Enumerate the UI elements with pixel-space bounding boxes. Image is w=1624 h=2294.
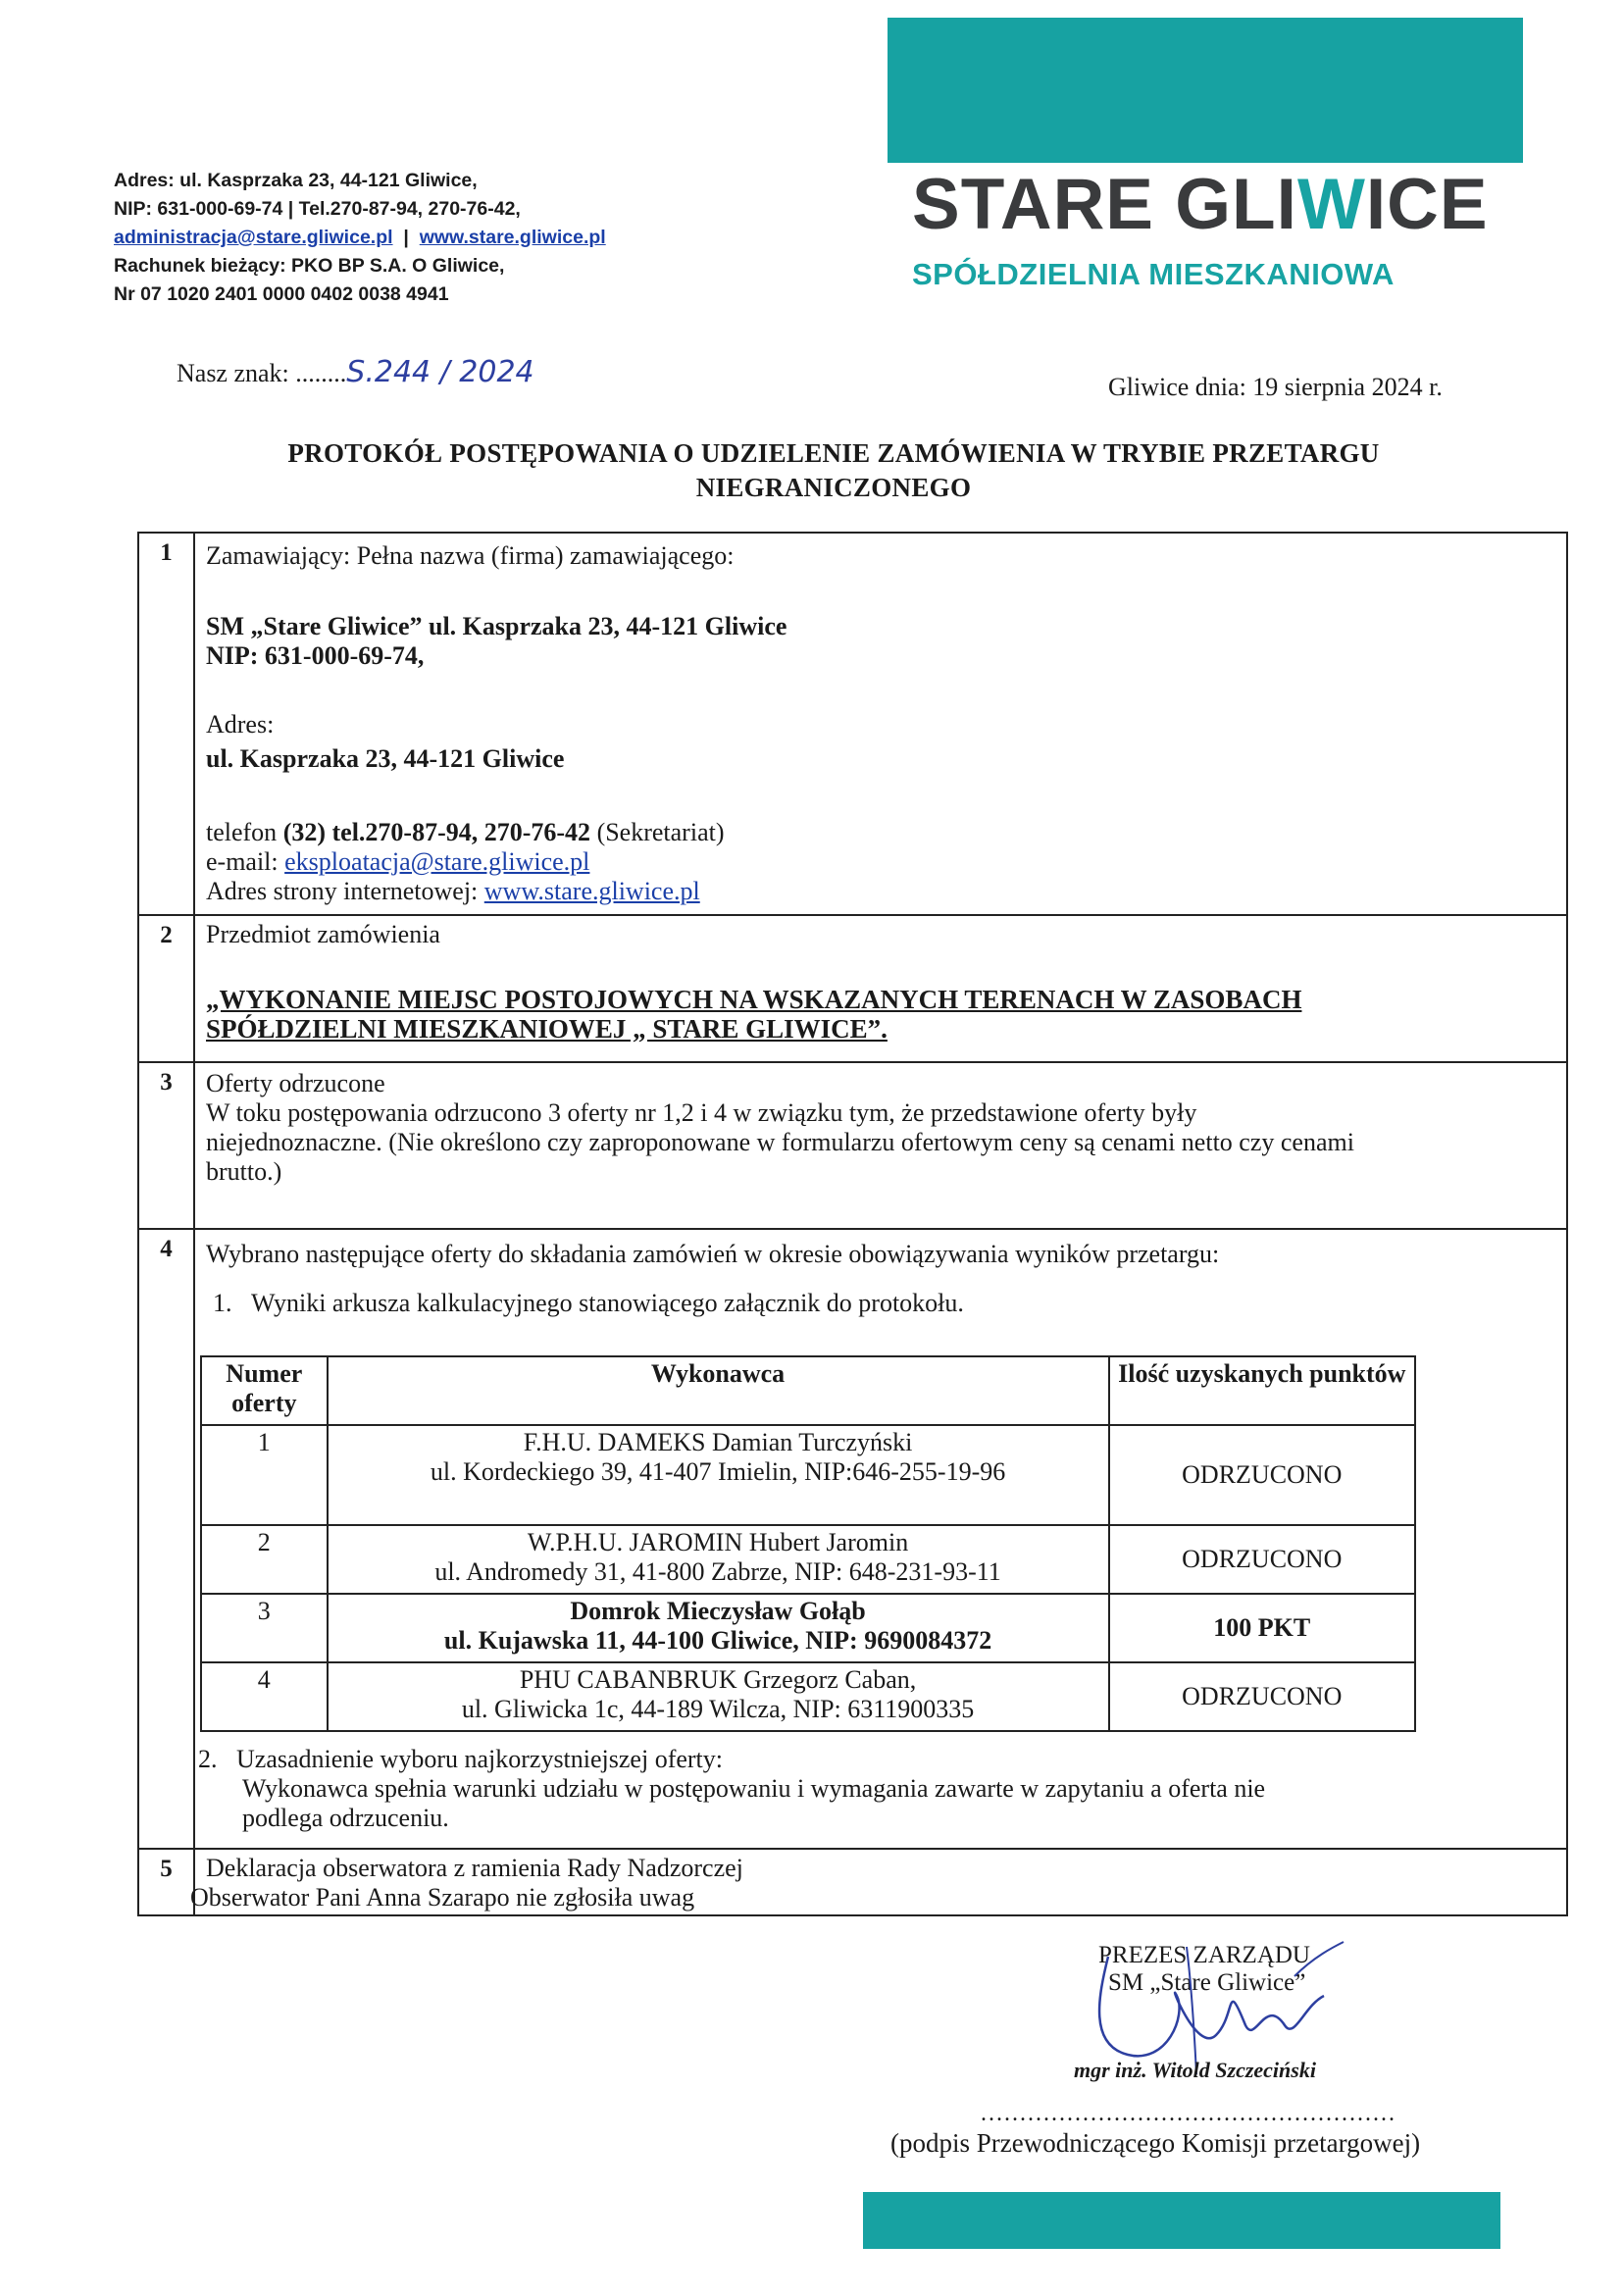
list-text: Wyniki arkusza kalkulacyjnego stanowiącego załącznik do protokołu. (251, 1289, 964, 1317)
offer-number: 2 (201, 1525, 328, 1594)
orderer-website-link[interactable]: www.stare.gliwice.pl (483, 877, 700, 905)
signer-name: mgr inż. Witold Szczeciński (1074, 2058, 1316, 2082)
header-offer-number: Numer oferty (201, 1356, 328, 1425)
orderer-address: ul. Kasprzaka 23, 44-121 Gliwice (206, 744, 565, 773)
section-5-row (139, 1848, 1566, 1916)
contractor-address: ul. Andromedy 31, 41-800 Zabrze, NIP: 648-231-93-11 (434, 1557, 1001, 1586)
section-3-row (139, 1061, 1566, 1230)
reference-number (177, 355, 534, 389)
company-address-block (114, 167, 606, 309)
contractor (328, 1662, 1109, 1731)
contractor-name: F.H.U. DAMEKS Damian Turczyński (523, 1428, 913, 1456)
section-number: 5 (160, 1856, 173, 1882)
justification-text: Wykonawca spełnia warunki udziału w postępowaniu i wymagania zawarte w zapytaniu a oferta nie (242, 1774, 1266, 1803)
orderer-name: SM „Stare Gliwice” ul. Kasprzaka 23, 44-121 Gliwice (206, 612, 787, 640)
title-line: PROTOKÓŁ POSTĘPOWANIA O UDZIELENIE ZAMÓWIENIA W TRYBIE PRZETARGU (287, 438, 1380, 468)
section-4-label: Wybrano następujące oferty do składania zamówień w okresie obowiązywania wyników przetargu: (206, 1240, 1220, 1268)
header-color-band (888, 18, 1523, 163)
reference-label: Nasz znak: (177, 359, 289, 387)
phone-numbers: (32) tel.270-87-94, 270-76-42 (282, 818, 591, 846)
list-item-1 (213, 1289, 964, 1318)
contractor-name: PHU CABANBRUK Grzegorz Caban, (519, 1665, 917, 1694)
section-4-row (139, 1228, 1566, 1850)
offer-number: 4 (201, 1662, 328, 1731)
list-text: Uzasadnienie wyboru najkorzystniejszej oferty: (236, 1745, 723, 1773)
signature-caption: (podpis Przewodniczącego Komisji przetargowej) (890, 2128, 1421, 2158)
contractor (328, 1425, 1109, 1525)
phone-suffix: (Sekretariat) (590, 818, 725, 846)
stamp-line: PREZES ZARZĄDU (1098, 1942, 1310, 1968)
section-2-label: Przedmiot zamówienia (206, 920, 440, 948)
contractor-name: Domrok Mieczysław Gołąb (570, 1597, 866, 1625)
email-label: e-mail: (206, 847, 285, 876)
header-contractor: Wykonawca (328, 1356, 1109, 1425)
logo-title-accent: W (1296, 165, 1366, 244)
rejection-text: W toku postępowania odrzucono 3 oferty nr 1,2 i 4 w związku tym, że przedstawione oferty były (206, 1098, 1197, 1127)
reference-handwritten-value: S.244 / 2024 (346, 355, 534, 389)
title-line: NIEGRANICZONEGO (695, 473, 972, 502)
orderer-email-link[interactable]: eksploatacja@stare.gliwice.pl (284, 847, 590, 876)
stamp-line: SM „Stare Gliwice” (1108, 1969, 1306, 1996)
account-line: Rachunek bieżący: PKO BP S.A. O Gliwice, (114, 255, 505, 277)
document-date: Gliwice dnia: 19 sierpnia 2024 r. (1108, 373, 1443, 401)
orderer-phone (206, 818, 725, 847)
table-row (201, 1425, 1415, 1525)
section-number: 4 (160, 1236, 173, 1262)
reference-dots: ........ (295, 359, 347, 387)
offers-table (200, 1355, 1416, 1732)
offer-number: 1 (201, 1425, 328, 1525)
order-subject-line: SPÓŁDZIELNI MIESZKANIOWEJ „ STARE GLIWICE”. (206, 1014, 888, 1044)
orderer-email (206, 847, 589, 877)
nip-phone-line: NIP: 631-000-69-74 | Tel.270-87-94, 270-76-42, (114, 198, 521, 220)
offer-points: ODRZUCONO (1109, 1662, 1415, 1731)
section-number: 1 (160, 539, 173, 566)
footer-color-band (863, 2192, 1500, 2249)
contact-line (114, 224, 606, 252)
offer-number: 3 (201, 1594, 328, 1662)
protocol-table (137, 532, 1568, 1916)
order-subject-line: „WYKONANIE MIEJSC POSTOJOWYCH NA WSKAZANYCH TERENACH W ZASOBACH (206, 985, 1302, 1014)
section-2-row (139, 914, 1566, 1063)
section-number: 3 (160, 1069, 173, 1096)
logo-title-part: ICE (1365, 165, 1489, 244)
table-row (201, 1662, 1415, 1731)
contractor (328, 1594, 1109, 1662)
section-1-label: Zamawiający: Pełna nazwa (firma) zamawiającego: (206, 541, 735, 570)
document-title (196, 436, 1471, 505)
section-3-label: Oferty odrzucone (206, 1069, 385, 1097)
contractor-name: W.P.H.U. JAROMIN Hubert Jaromin (527, 1528, 909, 1556)
rejection-text: brutto.) (206, 1157, 282, 1186)
header-points: Ilość uzyskanych punktów (1109, 1356, 1415, 1425)
observer-declaration: Deklaracja obserwatora z ramienia Rady Nadzorczej (206, 1854, 743, 1882)
list-number: 2. (198, 1745, 218, 1773)
contractor (328, 1525, 1109, 1594)
list-item-2 (198, 1745, 723, 1774)
contractor-address: ul. Gliwicka 1c, 44-189 Wilcza, NIP: 6311900335 (461, 1695, 975, 1723)
table-row (201, 1594, 1415, 1662)
list-number: 1. (213, 1289, 232, 1317)
phone-prefix: telefon (206, 818, 283, 846)
address-label: Adres: (206, 710, 275, 739)
orderer-website (206, 877, 700, 906)
section-number: 2 (160, 922, 173, 948)
website-label: Adres strony internetowej: (206, 877, 484, 905)
address-line: Adres: ul. Kasprzaka 23, 44-121 Gliwice, (114, 170, 478, 191)
logo-title-part: STARE GLI (912, 165, 1297, 244)
contractor-address: ul. Kujawska 11, 44-100 Gliwice, NIP: 9690084372 (443, 1626, 992, 1655)
rejection-text: niejednoznaczne. (Nie określono czy zaproponowane w formularzu ofertowym ceny są cenami netto czy cenami (206, 1128, 1354, 1156)
account-number-line: Nr 07 1020 2401 0000 0402 0038 4941 (114, 283, 449, 305)
offer-points: ODRZUCONO (1109, 1425, 1415, 1525)
separator: | (403, 227, 409, 248)
contractor-address: ul. Kordeckiego 39, 41-407 Imielin, NIP:646-255-19-96 (430, 1457, 1006, 1486)
observer-statement: Obserwator Pani Anna Szarapo nie zgłosiła uwag (190, 1883, 695, 1912)
website-link[interactable]: www.stare.gliwice.pl (419, 227, 606, 248)
table-row (201, 1525, 1415, 1594)
offer-points: ODRZUCONO (1109, 1525, 1415, 1594)
section-1-row (139, 534, 1566, 914)
logo-subtitle: SPÓŁDZIELNIA MIESZKANIOWA (912, 257, 1395, 291)
offer-points: 100 PKT (1109, 1594, 1415, 1662)
signature-line: ..................................................... (981, 2101, 1396, 2126)
logo-title (912, 165, 1489, 244)
orderer-nip: NIP: 631-000-69-74, (206, 641, 425, 670)
admin-email-link[interactable]: administracja@stare.gliwice.pl (114, 227, 393, 248)
justification-text: podlega odrzuceniu. (242, 1804, 449, 1832)
table-header-row (201, 1356, 1415, 1425)
